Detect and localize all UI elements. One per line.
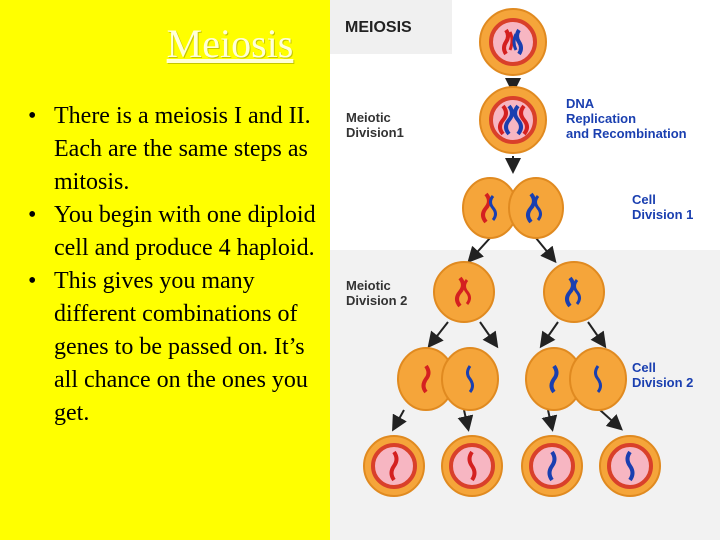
meiotic-division-2-label-line2: Division 2 <box>346 293 408 308</box>
cell-division-2-label-line2: Division 2 <box>632 375 694 390</box>
bullet-item <box>28 100 328 199</box>
cell-division-1-label-line1: Cell <box>632 192 656 207</box>
daughter-cell-left <box>434 262 494 322</box>
meiotic-division-2-label-line1: Meiotic <box>346 278 391 293</box>
replicated-cell <box>480 87 546 153</box>
parent-cell <box>480 9 546 75</box>
bullet-text: You begin with one diploid cell and produce 4 haploid. <box>54 202 316 261</box>
slide-title: Meiosis <box>166 21 294 66</box>
meiosis-figure-panel <box>330 0 720 540</box>
meiotic-division-1-label-line2: Division1 <box>346 125 404 140</box>
haploid-cell-4 <box>600 436 660 496</box>
haploid-cell-2 <box>442 436 502 496</box>
cell-division-2-label-line1: Cell <box>632 360 656 375</box>
bullet-item <box>28 265 328 430</box>
haploid-cell-1 <box>364 436 424 496</box>
bullet-text: There is a meiosis I and II. Each are the same steps as mitosis. <box>54 103 311 195</box>
dividing-cell-1 <box>463 178 563 238</box>
dna-label-line1: DNA <box>566 96 595 111</box>
dna-label-line2: Replication <box>566 111 637 126</box>
bullet-list <box>28 100 328 430</box>
haploid-cell-3 <box>522 436 582 496</box>
daughter-cell-right <box>544 262 604 322</box>
bullet-dot: • <box>28 202 37 228</box>
bullet-text: This gives you many different combinations of genes to be passed on. It’s all chance on the ones you get. <box>54 268 308 426</box>
bullet-dot: • <box>28 268 37 294</box>
dna-label-line3: and Recombination <box>566 126 687 141</box>
bullet-dot: • <box>28 103 37 129</box>
bullet-item <box>28 199 328 265</box>
figure-header: MEIOSIS <box>345 19 412 36</box>
meiotic-division-1-label-line1: Meiotic <box>346 110 391 125</box>
text-panel <box>0 0 330 540</box>
cell-division-1-label-line2: Division 1 <box>632 207 694 222</box>
meiosis-figure <box>330 0 720 540</box>
